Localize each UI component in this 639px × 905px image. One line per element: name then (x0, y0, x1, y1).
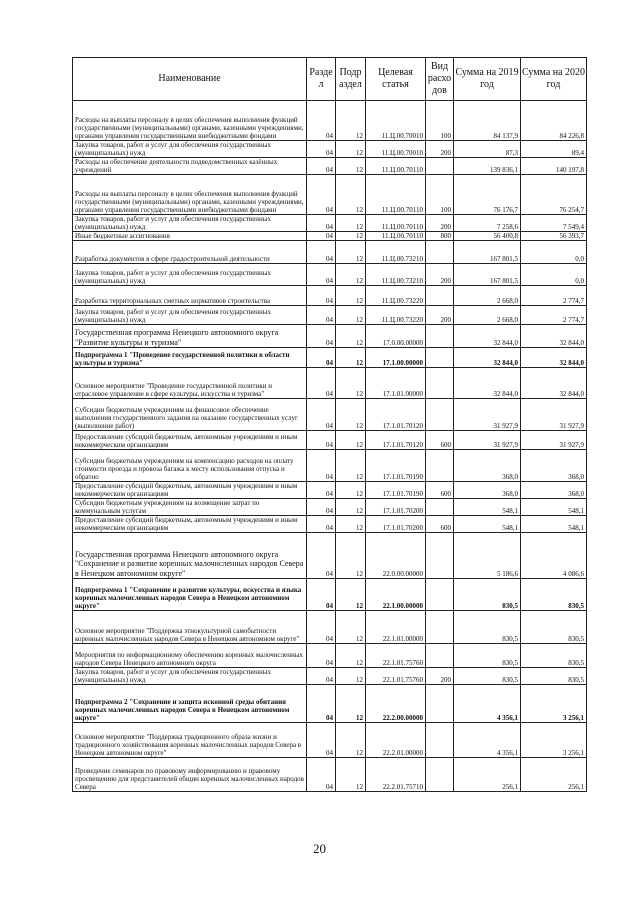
row-name: Закупка товаров, работ и услуг для обеспечения государственных (муниципальных) нужд (73, 141, 307, 158)
table-row (73, 141, 587, 158)
table-row (73, 516, 587, 533)
row-expense-type (426, 579, 454, 611)
row-subsection: 12 (336, 399, 366, 431)
row-section: 04 (307, 368, 336, 399)
row-subsection: 12 (336, 685, 366, 723)
row-name: Предоставление субсидий бюджетным, автономным учреждениям и иным некоммерческим организациям (73, 431, 307, 450)
row-sum-2020: 830,5 (521, 644, 587, 668)
row-sum-2019: 139 836,1 (454, 158, 521, 175)
table-row (73, 450, 587, 482)
row-sum-2019: 2 668,0 (454, 286, 521, 306)
header-section: Разде л (307, 58, 336, 101)
header-sum-2020: Сумма на 2020 год (521, 58, 587, 101)
row-sum-2020: 256,1 (521, 758, 587, 792)
row-sum-2020: 830,5 (521, 579, 587, 611)
table-row (73, 723, 587, 758)
row-sum-2020: 548,1 (521, 499, 587, 516)
row-subsection: 12 (336, 101, 366, 141)
table-row (73, 286, 587, 306)
row-sum-2020: 368,0 (521, 482, 587, 499)
row-name: Предоставление субсидий бюджетным, автономным учреждениям и иным некоммерческим организациям (73, 516, 307, 533)
row-target: 17.1.01.00000 (366, 368, 426, 399)
row-section: 04 (307, 232, 336, 241)
row-expense-type: 600 (426, 431, 454, 450)
table-row (73, 264, 587, 286)
budget-table (72, 57, 587, 792)
row-target: 22.2.01.00000 (366, 723, 426, 758)
row-expense-type (426, 758, 454, 792)
row-sum-2020: 3 256,1 (521, 723, 587, 758)
table-row (73, 399, 587, 431)
table-row (73, 499, 587, 516)
row-sum-2020: 31 927,9 (521, 431, 587, 450)
row-sum-2019: 548,1 (454, 499, 521, 516)
row-sum-2019: 76 176,7 (454, 175, 521, 215)
row-subsection: 12 (336, 141, 366, 158)
row-sum-2020: 2 774,7 (521, 286, 587, 306)
row-target: 11.Ц.00.70010 (366, 101, 426, 141)
row-name: Государственная программа Ненецкого автономного округа "Развитие культуры и туризма" (73, 325, 307, 348)
row-name: Предоставление субсидий бюджетным, автономным учреждениям и иным некоммерческим организациям (73, 482, 307, 499)
row-expense-type (426, 286, 454, 306)
row-subsection: 12 (336, 175, 366, 215)
row-subsection: 12 (336, 264, 366, 286)
row-target: 11.Ц.00.73210 (366, 264, 426, 286)
row-sum-2019: 32 844,0 (454, 348, 521, 368)
row-target: 11.Ц.00.73210 (366, 241, 426, 264)
table-row (73, 368, 587, 399)
row-sum-2019: 830,5 (454, 611, 521, 644)
row-name: Разработка документов в сфере градостроительной деятельности (73, 241, 307, 264)
row-sum-2019: 32 844,0 (454, 368, 521, 399)
row-section: 04 (307, 325, 336, 348)
row-sum-2020: 140 197,8 (521, 158, 587, 175)
row-name: Проведение семинаров по правовому информированию и правовому просвещению для представителей общин коренных малочисленных народов Севера (73, 758, 307, 792)
row-target: 17.1.01.70200 (366, 499, 426, 516)
row-name: Закупка товаров, работ и услуг для обеспечения государственных (муниципальных) нужд (73, 264, 307, 286)
row-expense-type (426, 685, 454, 723)
row-section: 04 (307, 499, 336, 516)
row-expense-type: 600 (426, 516, 454, 533)
row-target: 22.1.00.00000 (366, 579, 426, 611)
row-sum-2019: 830,5 (454, 579, 521, 611)
row-sum-2019: 548,1 (454, 516, 521, 533)
table-body (73, 101, 587, 792)
row-section: 04 (307, 215, 336, 232)
row-sum-2019: 4 356,1 (454, 723, 521, 758)
row-subsection: 12 (336, 431, 366, 450)
row-subsection: 12 (336, 368, 366, 399)
row-target: 11.Ц.00.70110 (366, 232, 426, 241)
row-expense-type (426, 723, 454, 758)
row-section: 04 (307, 241, 336, 264)
row-sum-2020: 76 254,7 (521, 175, 587, 215)
row-sum-2019: 31 927,9 (454, 399, 521, 431)
row-sum-2019: 7 258,6 (454, 215, 521, 232)
row-section: 04 (307, 533, 336, 579)
row-expense-type (426, 499, 454, 516)
row-section: 04 (307, 685, 336, 723)
row-sum-2020: 56 393,7 (521, 232, 587, 241)
row-section: 04 (307, 141, 336, 158)
row-sum-2020: 32 844,0 (521, 368, 587, 399)
row-name: Иные бюджетные ассигнования (73, 232, 307, 241)
row-sum-2019: 87,3 (454, 141, 521, 158)
row-section: 04 (307, 348, 336, 368)
row-section: 04 (307, 175, 336, 215)
row-name: Государственная программа Ненецкого автономного округа "Сохранение и развитие коренных малочисленных народов Севера в Ненецком автономном округе" (73, 533, 307, 579)
row-section: 04 (307, 579, 336, 611)
header-sum-2019: Сумма на 2019 год (454, 58, 521, 101)
row-sum-2019: 5 186,6 (454, 533, 521, 579)
row-target: 11.Ц.00.73220 (366, 306, 426, 325)
row-subsection: 12 (336, 579, 366, 611)
table-row (73, 685, 587, 723)
row-sum-2020: 84 226,8 (521, 101, 587, 141)
row-sum-2020: 3 256,1 (521, 685, 587, 723)
table-row (73, 232, 587, 241)
row-subsection: 12 (336, 348, 366, 368)
row-name: Субсидии бюджетным учреждениям на компенсацию расходов на оплату стоимости проезда и провоза багажа к месту использования отпуска и обратно (73, 450, 307, 482)
row-sum-2020: 830,5 (521, 611, 587, 644)
row-expense-type: 600 (426, 482, 454, 499)
row-target: 22.1.01.00000 (366, 611, 426, 644)
row-section: 04 (307, 450, 336, 482)
row-sum-2019: 2 668,0 (454, 306, 521, 325)
row-sum-2020: 32 844,0 (521, 348, 587, 368)
row-sum-2019: 368,0 (454, 482, 521, 499)
row-name: Основное мероприятие "Поддержка этнокультурной самобытности коренных малочисленных народов Севера в Ненецком автономном округе" (73, 611, 307, 644)
row-subsection: 12 (336, 232, 366, 241)
page-number: 20 (313, 841, 326, 856)
table-row (73, 325, 587, 348)
row-sum-2020: 368,0 (521, 450, 587, 482)
row-subsection: 12 (336, 644, 366, 668)
row-section: 04 (307, 516, 336, 533)
row-sum-2019: 32 844,0 (454, 325, 521, 348)
row-expense-type (426, 611, 454, 644)
row-name: Субсидии бюджетным учреждениям на возмещение затрат по коммунальным услугам (73, 499, 307, 516)
row-target: 11.Ц.00.70110 (366, 175, 426, 215)
table-header-row (73, 58, 587, 101)
row-expense-type (426, 644, 454, 668)
row-target: 17.1.01.70120 (366, 399, 426, 431)
row-expense-type (426, 399, 454, 431)
row-target: 17.1.01.70190 (366, 450, 426, 482)
row-name: Субсидии бюджетным учреждениям на финансовое обеспечение выполнения государственного задания на оказание государственных услуг (выполнение работ) (73, 399, 307, 431)
row-sum-2020: 89,4 (521, 141, 587, 158)
table-row (73, 158, 587, 175)
row-subsection: 12 (336, 499, 366, 516)
header-subsection: Подр аздел (336, 58, 366, 101)
row-subsection: 12 (336, 286, 366, 306)
table-row (73, 101, 587, 141)
row-name: Мероприятия по информационному обеспечению коренных малочисленных народов Севера Ненецкого автономного округа (73, 644, 307, 668)
row-subsection: 12 (336, 533, 366, 579)
row-subsection: 12 (336, 158, 366, 175)
row-name: Подпрограмма 1 "Сохранение и развитие культуры, искусства и языка коренных малочисленных народов Севера в Ненецком автономном округе" (73, 579, 307, 611)
row-name: Закупка товаров, работ и услуг для обеспечения государственных (муниципальных) нужд (73, 215, 307, 232)
row-sum-2020: 830,5 (521, 668, 587, 685)
row-expense-type (426, 533, 454, 579)
row-sum-2019: 4 356,1 (454, 685, 521, 723)
row-target: 11.Ц.00.70110 (366, 158, 426, 175)
row-name: Расходы на обеспечение деятельности подведомственных казённых учреждений (73, 158, 307, 175)
table-row (73, 758, 587, 792)
row-target: 17.0.00.00000 (366, 325, 426, 348)
row-name: Подпрограмма 2 "Сохранение и защита исконной среды обитания коренных малочисленных народов Севера в Ненецком автономном округе" (73, 685, 307, 723)
row-subsection: 12 (336, 668, 366, 685)
table-row (73, 175, 587, 215)
row-sum-2020: 4 086,6 (521, 533, 587, 579)
row-target: 22.2.01.75710 (366, 758, 426, 792)
row-subsection: 12 (336, 306, 366, 325)
row-expense-type (426, 368, 454, 399)
table-row (73, 215, 587, 232)
row-name: Разработка территориальных сметных нормативов строительства (73, 286, 307, 306)
row-sum-2019: 256,1 (454, 758, 521, 792)
row-name: Подпрограмма 1 "Проведение государственной политики в области культуры и туризма" (73, 348, 307, 368)
row-expense-type (426, 158, 454, 175)
row-sum-2020: 0,0 (521, 264, 587, 286)
row-target: 22.1.01.75760 (366, 644, 426, 668)
row-target: 17.1.00.00000 (366, 348, 426, 368)
row-section: 04 (307, 101, 336, 141)
row-name: Расходы на выплаты персоналу в целях обеспечения выполнения функций государственными (муниципальными) органами, казенными учреждениями, органами управления государственными внебюджетными фондами (73, 175, 307, 215)
row-expense-type: 200 (426, 306, 454, 325)
row-target: 22.2.00.00000 (366, 685, 426, 723)
row-expense-type: 100 (426, 101, 454, 141)
row-sum-2020: 2 774,7 (521, 306, 587, 325)
row-section: 04 (307, 758, 336, 792)
row-expense-type (426, 348, 454, 368)
row-target: 17.1.01.70190 (366, 482, 426, 499)
row-target: 22.1.01.75760 (366, 668, 426, 685)
row-sum-2019: 368,0 (454, 450, 521, 482)
row-expense-type: 200 (426, 141, 454, 158)
row-section: 04 (307, 399, 336, 431)
row-section: 04 (307, 611, 336, 644)
table-row (73, 579, 587, 611)
row-expense-type: 200 (426, 264, 454, 286)
row-subsection: 12 (336, 215, 366, 232)
row-name: Закупка товаров, работ и услуг для обеспечения государственных (муниципальных) нужд (73, 668, 307, 685)
row-expense-type: 200 (426, 215, 454, 232)
row-subsection: 12 (336, 241, 366, 264)
row-sum-2019: 830,5 (454, 668, 521, 685)
row-subsection: 12 (336, 516, 366, 533)
row-sum-2020: 0,0 (521, 241, 587, 264)
table-row (73, 482, 587, 499)
row-section: 04 (307, 306, 336, 325)
table-row (73, 611, 587, 644)
row-expense-type (426, 325, 454, 348)
row-sum-2020: 32 844,0 (521, 325, 587, 348)
table-row (73, 306, 587, 325)
table-row (73, 533, 587, 579)
row-subsection: 12 (336, 723, 366, 758)
row-section: 04 (307, 482, 336, 499)
row-target: 17.1.01.70120 (366, 431, 426, 450)
table-row (73, 668, 587, 685)
row-sum-2019: 167 801,5 (454, 264, 521, 286)
row-section: 04 (307, 158, 336, 175)
row-sum-2020: 548,1 (521, 516, 587, 533)
row-section: 04 (307, 264, 336, 286)
row-section: 04 (307, 431, 336, 450)
row-subsection: 12 (336, 611, 366, 644)
row-section: 04 (307, 723, 336, 758)
row-sum-2019: 56 400,8 (454, 232, 521, 241)
row-section: 04 (307, 286, 336, 306)
row-name: Расходы на выплаты персоналу в целях обеспечения выполнения функций государственными (муниципальными) органами, казенными учреждениями, органами управления государственными внебюджетными фондами (73, 101, 307, 141)
table-row (73, 644, 587, 668)
row-subsection: 12 (336, 758, 366, 792)
row-subsection: 12 (336, 325, 366, 348)
header-target: Целевая статья (366, 58, 426, 101)
row-sum-2020: 7 549,4 (521, 215, 587, 232)
row-sum-2019: 830,5 (454, 644, 521, 668)
row-expense-type: 800 (426, 232, 454, 241)
row-sum-2019: 31 927,9 (454, 431, 521, 450)
row-name: Закупка товаров, работ и услуг для обеспечения государственных (муниципальных) нужд (73, 306, 307, 325)
row-name: Основное мероприятие "Проведение государственной политики и отраслевое управление в сфере культуры, искусства и туризма" (73, 368, 307, 399)
row-subsection: 12 (336, 450, 366, 482)
row-expense-type (426, 450, 454, 482)
row-target: 11.Ц.00.70010 (366, 141, 426, 158)
row-section: 04 (307, 644, 336, 668)
row-sum-2019: 84 137,9 (454, 101, 521, 141)
table-row (73, 431, 587, 450)
row-target: 11.Ц.00.73220 (366, 286, 426, 306)
row-name: Основное мероприятие "Поддержка традиционного образа жизни и традиционного хозяйствования коренных малочисленных народов Севера в Ненецком автономном округе" (73, 723, 307, 758)
row-expense-type (426, 241, 454, 264)
table-row (73, 241, 587, 264)
header-name: Наименование (73, 58, 307, 101)
header-expense-type: Вид расхо дов (426, 58, 454, 101)
row-section: 04 (307, 668, 336, 685)
row-target: 17.1.01.70200 (366, 516, 426, 533)
row-expense-type: 100 (426, 175, 454, 215)
row-target: 11.Ц.00.70110 (366, 215, 426, 232)
row-expense-type: 200 (426, 668, 454, 685)
table-row (73, 348, 587, 368)
row-sum-2019: 167 801,5 (454, 241, 521, 264)
row-sum-2020: 31 927,9 (521, 399, 587, 431)
row-target: 22.0.00.00000 (366, 533, 426, 579)
row-subsection: 12 (336, 482, 366, 499)
